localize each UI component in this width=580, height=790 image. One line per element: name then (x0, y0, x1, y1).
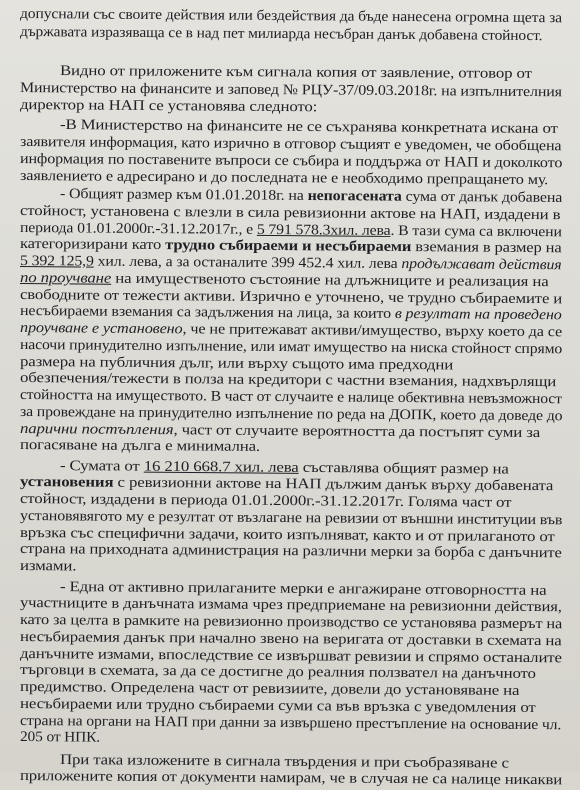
text-segment: - Сумата от (59, 457, 144, 475)
text-segment: вземания в размер на (411, 239, 562, 257)
text-segment: свободните от тежести активи. Изрично е уточнено, че трудно събираемите и (19, 286, 563, 307)
text-segment: 5 791 578.3хил. лева (256, 221, 391, 239)
text-segment: заявлението е адресирано и до последната не е необходимо препращането му. (19, 167, 549, 188)
text-segment: . В тази сума са включени (390, 222, 562, 240)
text-segment: страна на органи на НАП при данни за извършено престъпление на основание чл. (19, 712, 562, 733)
text-segment: 5 392 125,9 (19, 253, 94, 270)
text-segment: , че не притежават активи/имущество, върху което да се (182, 321, 563, 341)
text-segment: приложените копия от документи намирам, че в случая не са налице никакви (19, 768, 563, 789)
text-segment: като за целта в рамките на ревизионно производство се установява размерът на (19, 612, 563, 633)
text-segment: насочи принудително изпълнение, или имат имущество на ниска стойност спрямо (19, 336, 563, 358)
text-segment: директор на НАП се установява следното: (19, 96, 318, 116)
text-segment: информация по поставените въпроси се събира и поддържа от НАП и доколкото (19, 150, 563, 172)
text-segment: несъбираеми вземания са задължения на лица, за които (19, 303, 395, 323)
text-segment: обезпечения/тежести в полза на кредитори с частни вземания, надхвърлящи (19, 370, 557, 391)
text-segment: 16 210 668.7 хил. лева (143, 458, 299, 476)
text-segment: - Общият размер към 01.01.2018г. на (59, 186, 308, 205)
text-segment: стойност, издадени в периода 01.01.2000г.-31.12.2017г. Голяма част от (19, 491, 512, 512)
text-segment: размера на публичния дълг, или върху същото има предходни (19, 353, 454, 373)
text-segment: парични постъпления (19, 420, 174, 438)
text-segment: за провеждане на принудително изпълнение по реда на ДОПК, което да доведе до (19, 403, 563, 425)
text-line (20, 729, 100, 747)
text-segment: Видно от приложените към сигнала копия от заявление, отговор от (59, 63, 532, 83)
text-segment: в резултат на проведено (394, 306, 562, 324)
text-line (20, 437, 260, 456)
text-segment: страна на приходната администрация на различни мерки за борба с данъчните (19, 541, 562, 562)
text-segment: търговци в схемата, за да се достигне до реалния ползвател на данъчното (19, 662, 536, 683)
text-line (20, 97, 317, 116)
text-segment: установявягото му е резултат от възлагане на ревизии от външни институции във (19, 507, 563, 529)
text-segment: измами. (19, 558, 77, 575)
text-segment: периода 01.01.2000г.-31.12.2017г., е (19, 219, 257, 238)
text-segment: , част от случаите вероятността да постъпят суми за (173, 421, 541, 441)
text-segment: заявителя информация, като изрично в отговор същият е уведомен, че обобщена (19, 134, 562, 155)
text-segment: несъбираемия данък при начално звено на веригата от доставки в схемата на (19, 628, 562, 650)
text-line (20, 558, 76, 575)
text-segment: продължават действия (401, 256, 562, 274)
text-segment: - Една от активно прилаганите мерки е ангажиране отговорността на (59, 578, 547, 599)
text-segment: данъчните измами, впоследствие се извършват ревизии и спрямо останалите (19, 645, 562, 666)
text-line (20, 768, 562, 789)
text-segment: стойността на имуществото. В част от случаите е налице обективна невъзможност (19, 387, 562, 408)
text-segment: участниците в данъчната измама чрез предприемане на ревизионни действия, (19, 595, 562, 616)
text-segment: връзка със специфични задачи, които изпълняват, както и от прилаганото от (19, 524, 555, 545)
text-segment: трудно събираеми и несъбираеми (165, 237, 412, 256)
text-segment: непогасената (307, 188, 402, 205)
text-segment: съставлява общият размер на (298, 459, 509, 478)
text-segment: установения (19, 474, 114, 492)
text-line (20, 24, 543, 45)
text-segment: При така изложените в сигнала твърдения и при съобразяване с (59, 751, 509, 772)
text-segment: хил. лева, а за останалите 399 452.4 хил. лева (93, 253, 402, 273)
text-segment: предимство. Определена част от ревизиите, довели до установяване на (19, 679, 520, 699)
text-segment: стойност, установена с влезли в сила ревизионни актове на НАП, издадени в (19, 202, 561, 224)
text-segment: проучване е установено (19, 320, 183, 338)
text-segment: 205 от НПК. (19, 729, 101, 746)
text-segment: по проучване (19, 269, 112, 287)
text-segment: категоризирани като (19, 236, 166, 254)
text-line (20, 541, 562, 562)
text-segment: на имущественото състояние на длъжниците и реализация на (111, 270, 549, 290)
text-segment: -В Министерство на финансите не се съхранява конкретната искана от (59, 117, 558, 138)
text-segment: държавата изразяваща се в над пет милиарда несъбран данък добавена стойност. (19, 24, 543, 45)
text-segment: с ревизионни актове на НАП дължим данък върху добавената (113, 475, 554, 495)
text-segment: сума от данък добавена (401, 188, 563, 207)
text-line (20, 713, 561, 734)
text-segment: Министерство на финансите и заповед № РЦУ-37/09.03.2018г. на изпълнителния (19, 80, 562, 101)
text-segment: погасяване на дълга е минимална. (19, 437, 261, 456)
text-segment: несъбираеми или трудно събираеми суми са във връзка с уведомления от (19, 695, 536, 716)
text-segment: допуснали със своите действия или бездействия да бъде нанесена огромна щета за (19, 5, 563, 26)
